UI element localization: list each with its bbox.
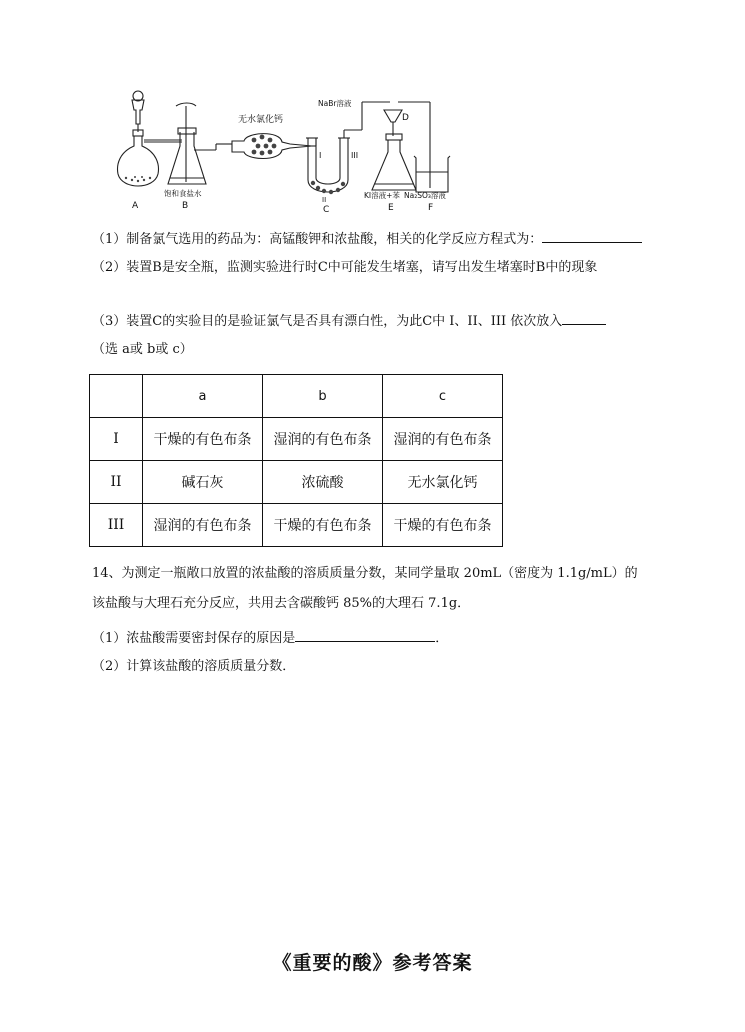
label-b-liquid: 饱和食盐水 [164,189,202,198]
question-14-text-1: 14、为测定一瓶敞口放置的浓盐酸的溶质质量分数，某同学量取 20mL（密度为 1.1g/mL）的 [92,566,638,581]
label-i: I [319,151,322,160]
table-header-row [90,375,503,418]
label-f-liquid: Na₂SO₃溶液 [404,191,446,200]
question-14-sub-1-end: ． [435,631,449,646]
table-cell: I [90,418,143,461]
table-cell: 碱石灰 [143,461,263,504]
table-header-cell: b [263,375,383,418]
label-f: F [428,203,434,213]
answer-blank-1 [542,229,642,243]
table-cell: 干燥的有色布条 [383,504,503,547]
question-2 [92,259,597,277]
label-iii: III [351,151,359,160]
options-table [89,374,503,547]
question-2-text: （2）装置B是安全瓶，监测实验进行时C中可能发生堵塞，请写出发生堵塞时B中的现象 [92,260,598,275]
table-cell: 无水氯化钙 [383,461,503,504]
question-14-line-2 [92,595,470,613]
question-14-sub-1-text: （1）浓盐酸需要密封保存的原因是 [92,631,296,646]
table-header-cell [90,375,143,418]
label-e-liquid: KI溶液+苯 [364,191,400,200]
question-3-hint-text: （选 a或 b或 c） [92,342,193,357]
table-row [90,418,503,461]
question-14-sub-1 [92,628,448,648]
label-b: B [182,201,189,211]
table-cell: 湿润的有色布条 [143,504,263,547]
question-14-sub-2 [92,658,295,676]
table-cell: 湿润的有色布条 [263,418,383,461]
table-cell: III [90,504,143,547]
table-cell: II [90,461,143,504]
table-cell: 湿润的有色布条 [383,418,503,461]
table-row [90,461,503,504]
table-cell: 干燥的有色布条 [143,418,263,461]
question-14-line-1 [92,565,638,583]
label-ii: II [322,196,327,204]
apparatus-diagram [112,80,482,220]
label-nabr: NaBr溶液 [318,99,352,108]
answer-blank-14 [295,628,435,642]
question-1-text: （1）制备氯气选用的药品为：高锰酸钾和浓盐酸，相关的化学反应方程式为： [92,232,543,247]
label-d: D [402,113,409,123]
label-cacl2: 无水氯化钙 [238,115,284,125]
table-header-cell: c [383,375,503,418]
table-cell: 干燥的有色布条 [263,504,383,547]
table-cell: 浓硫酸 [263,461,383,504]
label-e: E [388,203,394,213]
question-14-sub-2-text: （2）计算该盐酸的溶质质量分数． [92,659,296,674]
question-3 [92,311,606,331]
question-3-text: （3）装置C的实验目的是验证氯气是否具有漂白性，为此C中 I、II、III 依次放入 [92,314,563,329]
answer-blank-3 [562,311,606,325]
question-1 [92,229,642,249]
label-c: C [323,205,330,215]
question-14-text-2: 该盐酸与大理石充分反应，共用去含碳酸钙 85%的大理石 7.1g． [92,596,471,611]
table-row [90,504,503,547]
table-header-cell: a [143,375,263,418]
label-a: A [132,201,139,211]
question-3-hint [92,341,193,359]
answer-key-title: 《重要的酸》参考答案 [272,952,473,974]
